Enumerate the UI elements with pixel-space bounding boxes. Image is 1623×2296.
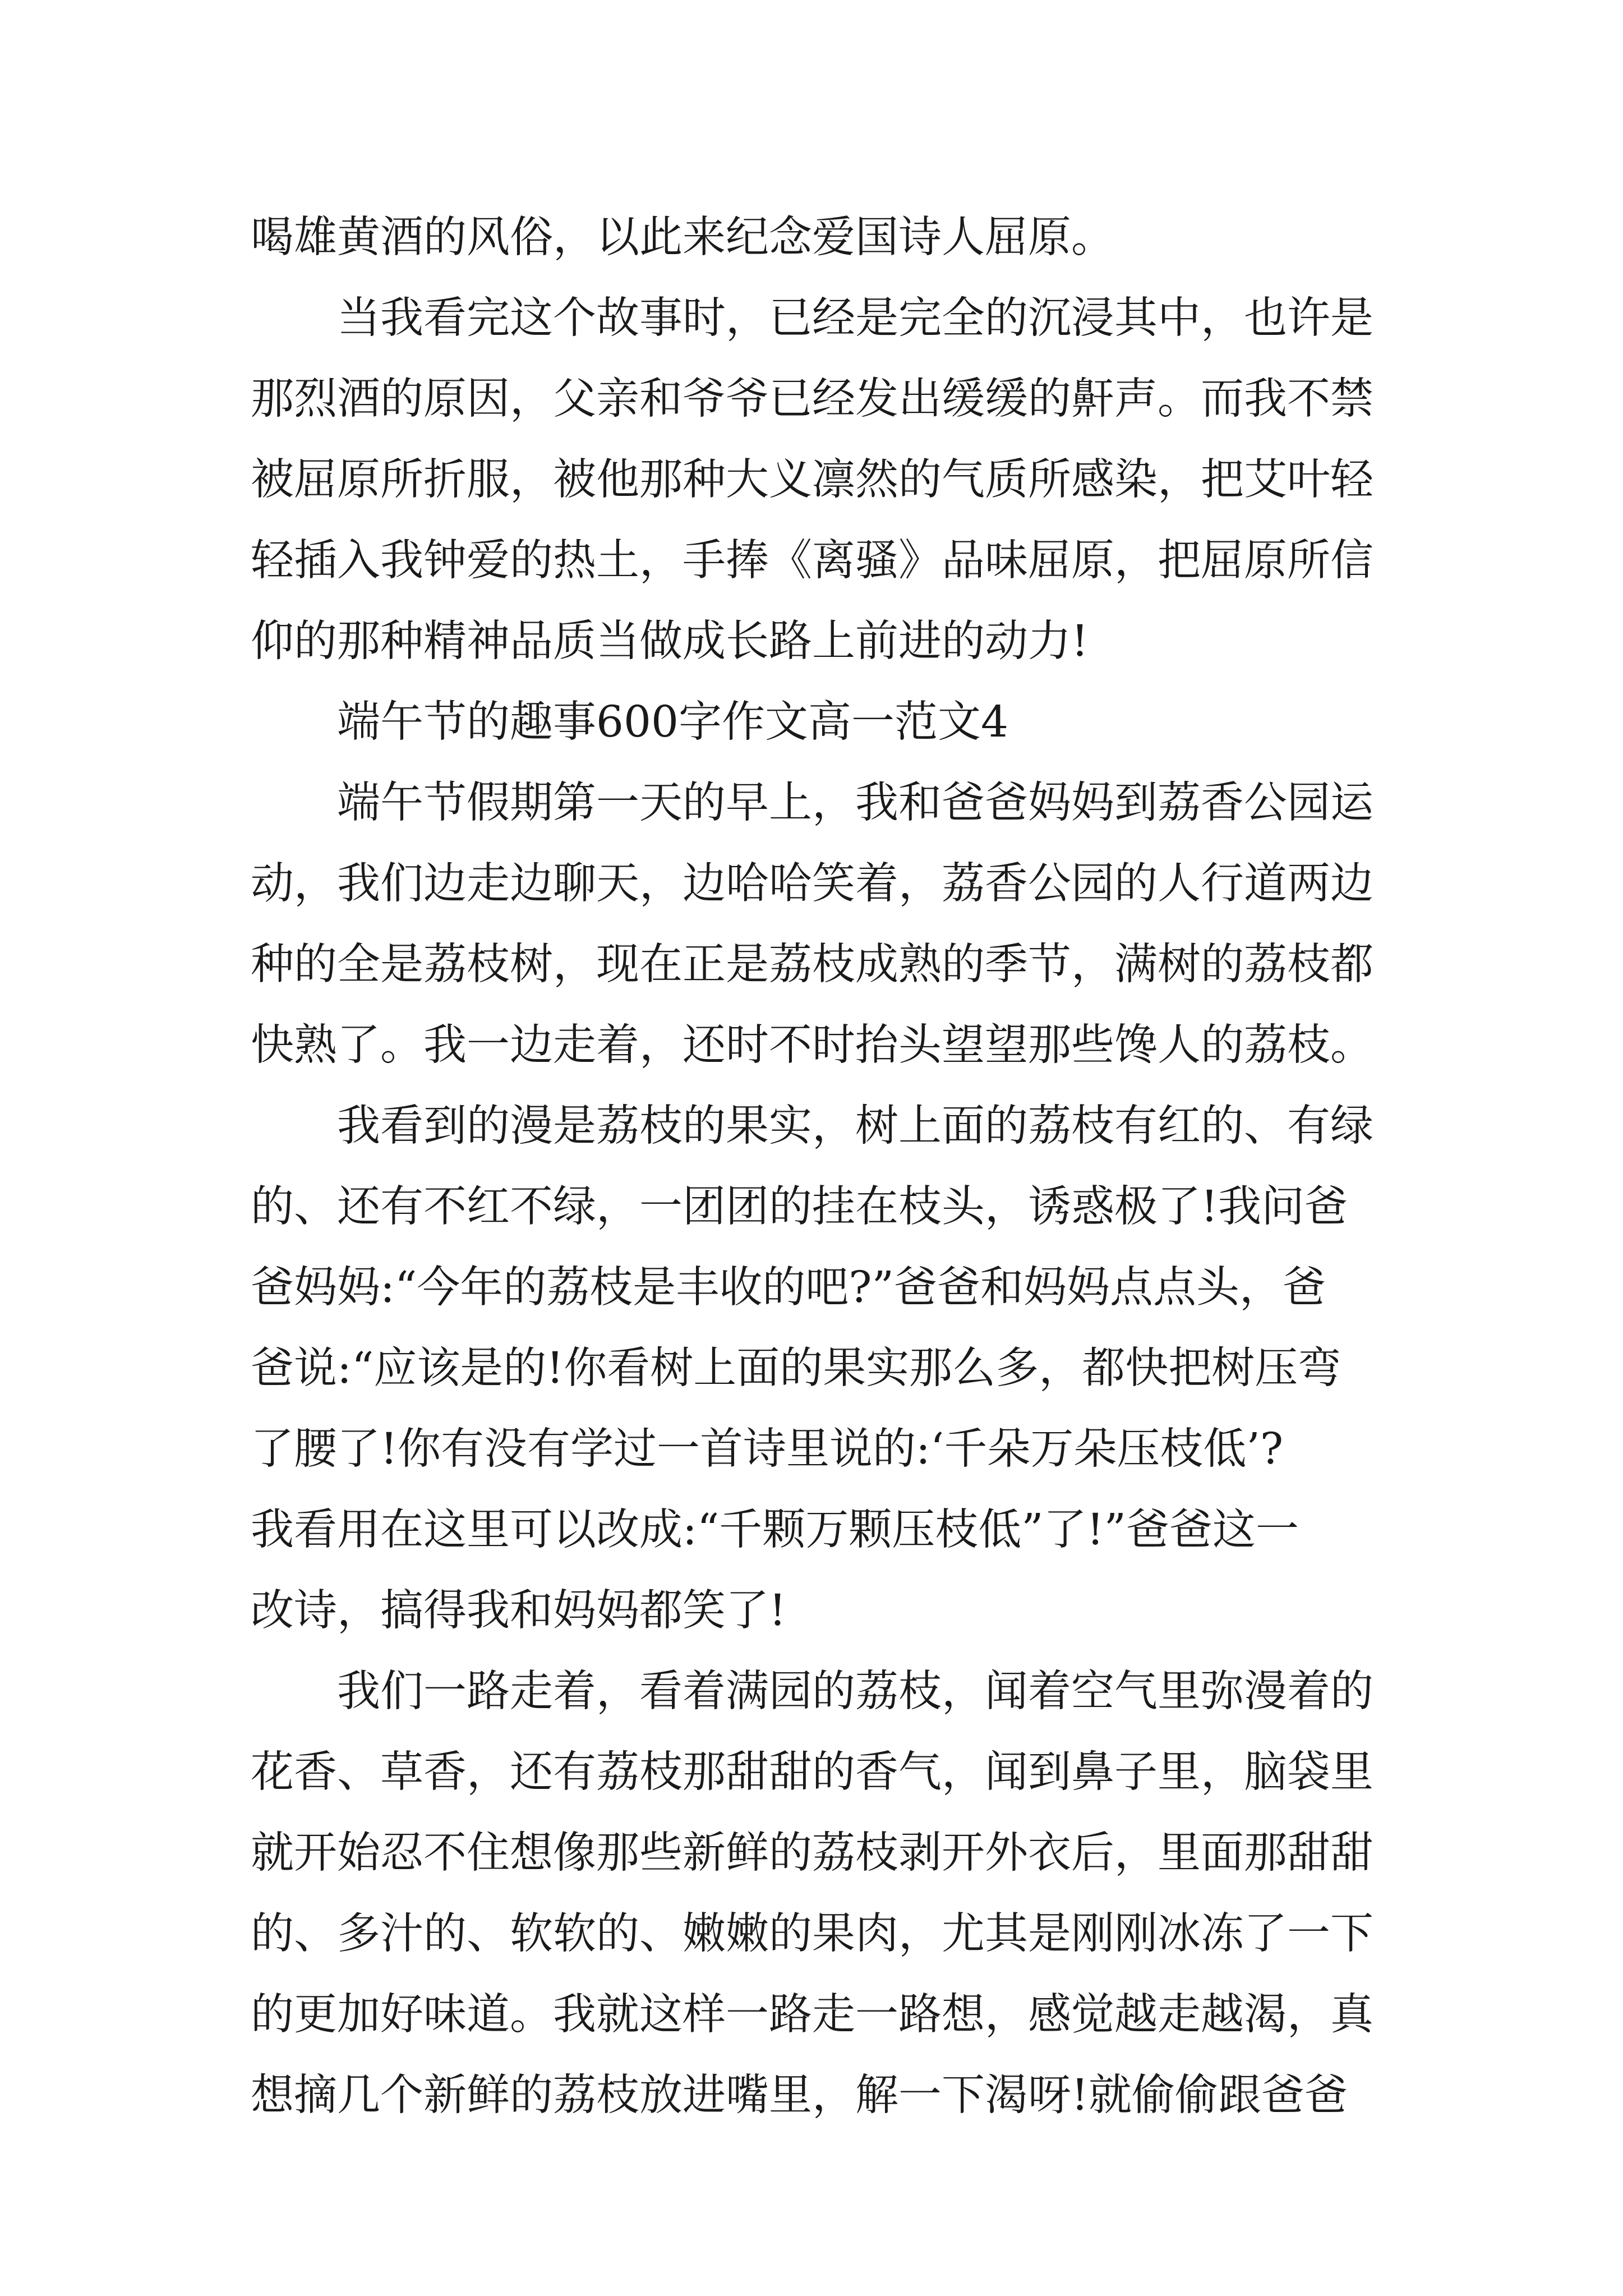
text-line: 动，我们边走边聊天，边哈哈笑着，荔香公园的人行道两边: [251, 859, 1373, 909]
text-line: 那烈酒的原因，父亲和爷爷已经发出缓缓的鼾声。而我不禁: [251, 374, 1373, 424]
text-line: 的、还有不红不绿，一团团的挂在枝头，诱惑极了!我问爸: [251, 1182, 1348, 1232]
text-line: 端午节假期第一天的早上，我和爸爸妈妈到荔香公园运: [337, 778, 1373, 828]
text-line: 被屈原所折服，被他那种大义凛然的气质所感染，把艾叶轻: [251, 455, 1373, 505]
text-line: 爸说:“应该是的!你看树上面的果实那么多，都快把树压弯: [251, 1343, 1341, 1393]
text-line: 轻插入我钟爱的热土，手捧《离骚》品味屈原，把屈原所信: [251, 536, 1373, 586]
text-line: 我看用在这里可以改成:“千颗万颗压枝低”了!”爸爸这一: [251, 1505, 1299, 1555]
text-line: 爸妈妈:“今年的荔枝是丰收的吧?”爸爸和妈妈点点头，爸: [251, 1263, 1326, 1313]
text-line: 的、多汁的、软软的、嫩嫩的果肉，尤其是刚刚冰冻了一下: [251, 1909, 1373, 1959]
text-line: 种的全是荔枝树，现在正是荔枝成熟的季节，满树的荔枝都: [251, 940, 1373, 990]
text-line: 就开始忍不住想像那些新鲜的荔枝剥开外衣后，里面那甜甜: [251, 1828, 1373, 1878]
text-line: 仰的那种精神品质当做成长路上前进的动力!: [251, 616, 1089, 666]
text-line: 我看到的漫是荔枝的果实，树上面的荔枝有红的、有绿: [337, 1101, 1373, 1151]
text-line: 喝雄黄酒的风俗，以此来纪念爱国诗人屈原。: [251, 213, 1114, 263]
text-line: 当我看完这个故事时，已经是完全的沉浸其中，也许是: [337, 293, 1373, 343]
text-line: 改诗，搞得我和妈妈都笑了!: [251, 1586, 786, 1636]
text-line: 了腰了!你有没有学过一首诗里说的:‘千朵万朵压枝低’?: [251, 1424, 1284, 1474]
text-line: 我们一路走着，看着满园的荔枝，闻着空气里弥漫着的: [337, 1667, 1373, 1717]
document-body: [251, 197, 1378, 2136]
section-heading: 端午节的趣事600字作文高一范文4: [337, 697, 1008, 747]
text-line: 的更加好味道。我就这样一路走一路想，感觉越走越渴，真: [251, 1990, 1373, 2040]
text-line: 快熟了。我一边走着，还时不时抬头望望那些馋人的荔枝。: [251, 1020, 1373, 1070]
text-line: 想摘几个新鲜的荔枝放进嘴里，解一下渴呀!就偷偷跟爸爸: [251, 2070, 1348, 2120]
text-line: 花香、草香，还有荔枝那甜甜的香气，闻到鼻子里，脑袋里: [251, 1747, 1373, 1797]
